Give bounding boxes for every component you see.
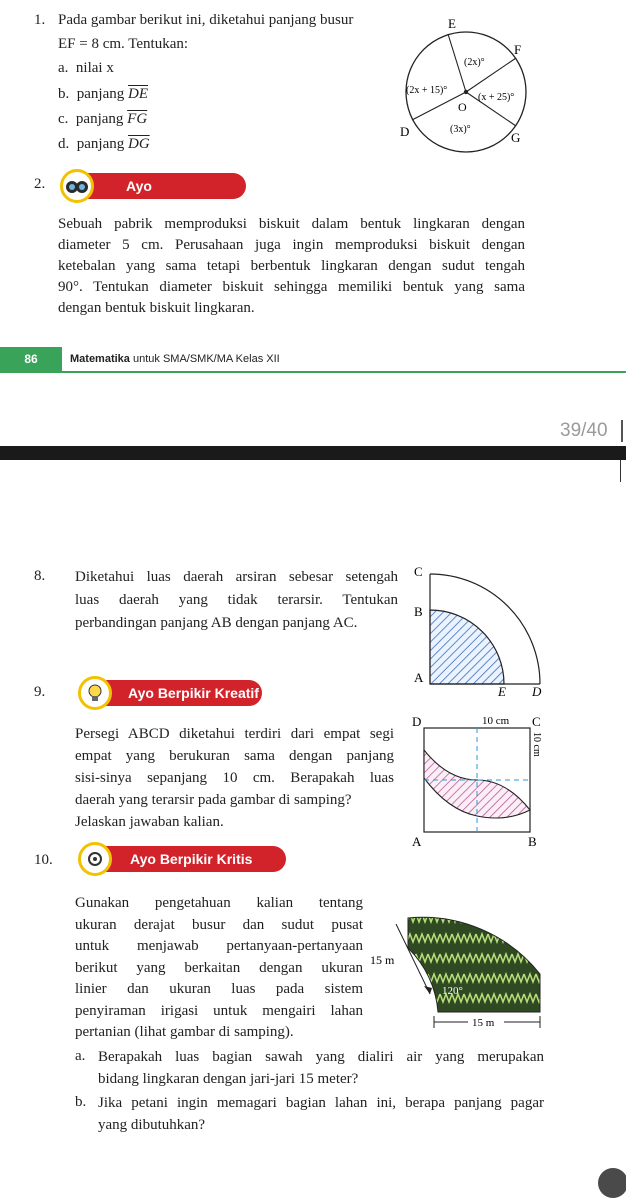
q10-number: 10. — [34, 852, 53, 868]
badge-ayo-berpikir-kreatif — [82, 680, 262, 706]
q9-line: Jelaskan jawaban kalian. — [75, 814, 224, 830]
label-d: D — [532, 684, 542, 699]
text-cursor — [621, 420, 623, 442]
radius-label: 15 m — [370, 953, 395, 967]
q10-sub-b — [98, 1092, 544, 1136]
label-c: C — [414, 564, 423, 579]
page-counter: 39/40 — [560, 420, 608, 441]
angle-2x: (2x)° — [464, 57, 485, 68]
q10-line: penyiraman irigasi untuk mengairi lahan — [75, 1002, 363, 1019]
q2-line: ketebalan yang sama tetapi berbentuk lingkaran dengan sudut tengah — [58, 258, 525, 274]
top-length-label: 10 cm — [482, 715, 510, 727]
q8-line: perbandingan panjang AB dengan panjang AC. — [75, 615, 358, 631]
footer-page-number: 86 — [0, 347, 62, 371]
footer-rule — [0, 371, 626, 373]
angle-x-plus-25: (x + 25)° — [478, 92, 515, 103]
field-sector — [408, 917, 540, 1012]
scroll-marker — [620, 460, 621, 482]
label-f: F — [514, 42, 522, 57]
footer-book-title: Matematika untuk SMA/SMK/MA Kelas XII — [70, 353, 280, 365]
badge-label: Ayo Berpikir Kritis — [130, 851, 253, 867]
label-d: D — [400, 124, 410, 139]
q2-line: Sebuah pabrik memproduksi biskuit dalam bentuk lingkaran dengan — [58, 216, 525, 232]
q10-sub-a-label: a. — [75, 1048, 86, 1064]
center-point — [464, 90, 468, 94]
q8-line: Diketahui luas daerah arsiran sebesar setengah — [75, 569, 398, 585]
q10-line: berikut yang berkaitan dengan ukuran — [75, 959, 363, 976]
q8-body — [75, 566, 398, 635]
label-o: O — [458, 100, 467, 114]
q1-circle-figure — [392, 10, 542, 160]
q2-number: 2. — [34, 176, 46, 192]
label-a: A — [412, 834, 422, 849]
q10-sub-b-label: b. — [75, 1094, 87, 1110]
label-d: D — [412, 714, 422, 729]
label-a: A — [414, 670, 424, 685]
badge-ayo-berpikir-kritis — [82, 846, 286, 872]
gear-head-icon — [78, 842, 112, 876]
q9-line: daerah yang terarsir pada gambar di samping? — [75, 792, 352, 808]
sub-b-line: yang dibutuhkan? — [98, 1117, 206, 1133]
q10-body — [75, 893, 363, 1044]
q1-item-a: a. nilai x — [58, 60, 114, 76]
q2-line: diameter 5 cm. Perusahaan juga ingin memproduksi biskuit dengan — [58, 237, 525, 253]
sub-a-line: Berapakah luas bagian sawah yang dialiri air yang merupakan — [98, 1049, 544, 1065]
badge-label: Ayo Bereksplorasi — [126, 178, 219, 220]
q9-line: empat yang berukuran sama dengan panjang — [75, 748, 394, 764]
q10-line: Gunakan pengetahuan kalian tentang — [75, 895, 363, 911]
q2-body — [58, 214, 525, 319]
label-c: C — [532, 714, 541, 729]
q9-line: Persegi ABCD diketahui terdiri dari empat segi — [75, 726, 394, 742]
q9-square-figure — [408, 712, 548, 852]
corner-marker — [598, 1168, 626, 1198]
q1-item-c: c. panjang $\overline{FG}$ — [58, 111, 148, 127]
q10-line: linier dan ukuran luas pada sistem — [75, 981, 363, 997]
q8-number: 8. — [34, 568, 46, 584]
q10-sub-a — [98, 1046, 544, 1090]
q10-irrigation-sector-figure — [368, 888, 556, 1028]
q2-line: dengan bentuk biskuit lingkaran. — [58, 300, 255, 316]
lightbulb-icon — [78, 676, 112, 710]
label-b: B — [528, 834, 537, 849]
badge-label: Ayo Berpikir Kreatif — [128, 685, 259, 701]
angle-3x: (3x)° — [450, 124, 471, 135]
q9-line: sisi-sinya sepanjang 10 cm. Berapakah luas — [75, 770, 394, 786]
q9-number: 9. — [34, 684, 46, 700]
q1-item-d: d. panjang $\overline{DG}$ — [58, 136, 150, 152]
q8-line: luas daerah yang tidak terarsir. Tentukan — [75, 592, 398, 608]
q10-line: ukuran derajat busur dan sudut pusat — [75, 916, 363, 933]
q2-line: 90°. Tentukan diameter biskuit sehingga memiliki bentuk yang sama — [58, 279, 525, 295]
label-g: G — [511, 130, 521, 145]
label-e: E — [448, 16, 456, 31]
arrow-head — [424, 986, 432, 994]
page-separator-bar — [0, 446, 626, 460]
shaded-quarter-ab — [430, 610, 504, 684]
q9-body — [75, 723, 394, 833]
q1-line1: Pada gambar berikut ini, diketahui panjang busur — [58, 12, 354, 28]
q1-line2: EF = 8 cm. Tentukan: — [58, 36, 189, 52]
angle-label: 120° — [442, 985, 463, 997]
badge-ayo-bereksplorasi — [62, 173, 246, 220]
label-b: B — [414, 604, 423, 619]
side-length-label: 10 cm — [531, 732, 542, 757]
q10-line: pertanian (lihat gambar di samping). — [75, 1024, 294, 1040]
sub-a-line: bidang lingkaran dengan jari-jari 15 meter? — [98, 1071, 359, 1087]
q10-line: untuk menjawab pertanyaan-pertanyaan — [75, 938, 363, 954]
label-e: E — [498, 684, 506, 699]
binoculars-icon — [60, 169, 94, 203]
sub-b-line: Jika petani ingin memagari bagian lahan ini, berapa panjang pagar — [98, 1095, 544, 1111]
q1-number: 1. — [34, 12, 46, 28]
bottom-length-label: 15 m — [472, 1017, 495, 1028]
q1-item-b: b. panjang $\overline{DE}$ — [58, 86, 148, 102]
q8-quarter-circle-figure — [410, 560, 560, 700]
angle-2x-plus-15: (2x + 15)° — [406, 85, 448, 96]
